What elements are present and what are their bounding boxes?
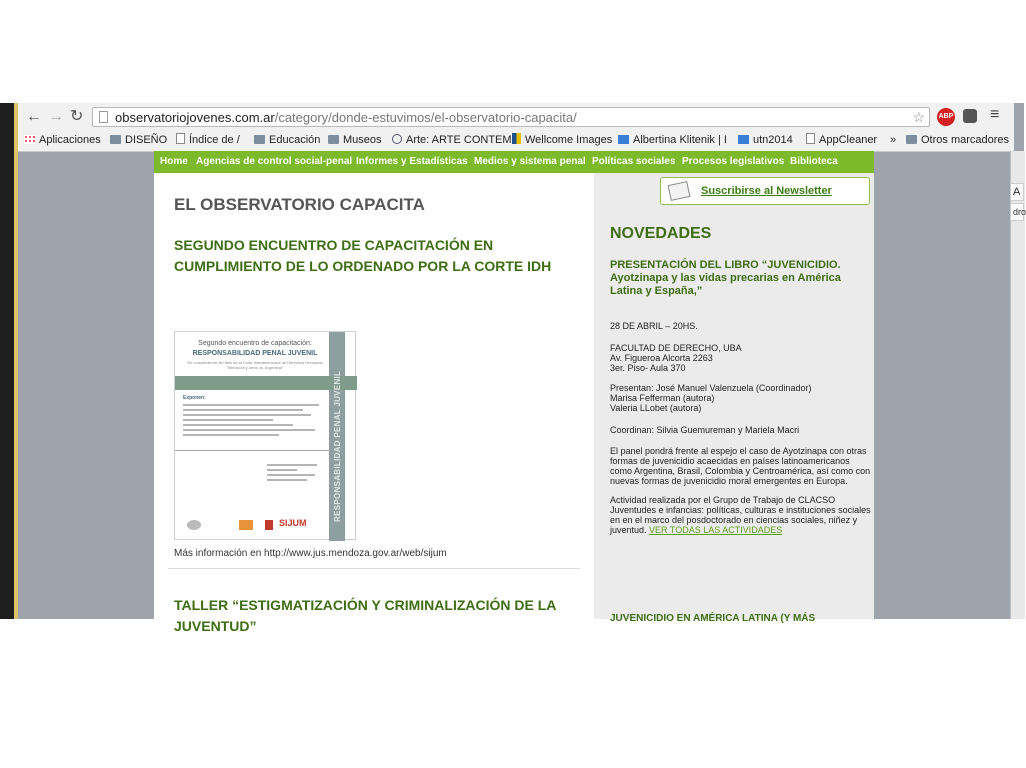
- news-item-title-next[interactable]: JUVENICIDIO EN AMÉRICA LATINA (Y MÁS: [610, 613, 816, 624]
- page-title: EL OBSERVATORIO CAPACITA: [174, 195, 425, 214]
- x-bookmark-icon: [618, 135, 629, 144]
- menu-icon[interactable]: ≡: [990, 106, 1000, 123]
- folder-icon: [254, 135, 265, 144]
- wellcome-icon: [512, 133, 521, 144]
- nav-informes[interactable]: Informes y Estadísticas: [356, 156, 468, 167]
- bookmark-otros[interactable]: Otros marcadores: [906, 133, 1009, 147]
- bookmarks-overflow[interactable]: »: [890, 134, 897, 146]
- bookmark-appcleaner[interactable]: AppCleaner: [806, 133, 877, 147]
- poster-divider: [175, 450, 329, 451]
- bookmark-arte[interactable]: Arte: ARTE CONTEM: [392, 133, 504, 147]
- bookmarks-bar: [18, 131, 1014, 151]
- folder-icon: [110, 135, 121, 144]
- nav-politicas[interactable]: Políticas sociales: [592, 156, 676, 167]
- adblock-icon[interactable]: ABP: [937, 108, 955, 126]
- logo-icon: [239, 520, 253, 530]
- post-title[interactable]: TALLER “ESTIGMATIZACIÓN Y CRIMINALIZACIÓN DE LA JUVENTUD”: [174, 597, 556, 634]
- poster-vertical-title: RESPONSABILIDAD PENAL JUVENIL: [333, 370, 342, 522]
- poster-subtitle: En cumplimiento del fallo de la Corte Interamericana de Derechos Humanos "Mendoza y otros vs. Argentina": [187, 360, 323, 370]
- globe-icon: [392, 134, 402, 144]
- nav-agencias[interactable]: Agencias de control social-penal: [196, 156, 353, 167]
- forward-arrow-icon[interactable]: →: [48, 108, 64, 125]
- nav-home[interactable]: Home: [160, 156, 188, 167]
- post-title[interactable]: SEGUNDO ENCUENTRO DE CAPACITACIÓN EN CUMPLIMIENTO DE LO ORDENADO POR LA CORTE IDH: [174, 237, 552, 274]
- poster-logos: [181, 518, 321, 532]
- nav-biblioteca[interactable]: Biblioteca: [790, 156, 838, 167]
- news-activity-text: Actividad realizada por el Grupo de Trabajo de CLACSO Juventudes e infancias: políticas, culturas e instituciones sociales en en el marco del posdoctorado en ciencias sociales, niñez y juventud. VER TODAS LAS ACTIVIDADES: [610, 495, 871, 535]
- page-icon: [806, 133, 815, 144]
- poster-title-main: RESPONSABILIDAD PENAL JUVENIL: [192, 350, 318, 357]
- divider: [168, 568, 580, 569]
- poster-speakers-label: Exponen:: [183, 395, 206, 401]
- website: [154, 151, 874, 634]
- logo-icon: [265, 520, 273, 530]
- news-panel-text: El panel pondrá frente al espejo el caso de Ayotzinapa con otras formas de juvenicidio acaecidas en países latinoamericanos como Argentina, Brasil, Colombia y Centroamérica, así como con nuevas formas de juvenicidio moral emergentes en Europa.: [610, 446, 871, 486]
- newsletter-icon: [668, 181, 691, 201]
- news-date: 28 DE ABRIL – 20HS.: [610, 321, 698, 331]
- news-item-title[interactable]: PRESENTACIÓN DEL LIBRO “JUVENICIDIO. Ayotzinapa y las vidas precarias en América Latina y España,”: [610, 259, 841, 297]
- reload-icon[interactable]: ↻: [70, 108, 84, 125]
- page-icon: [99, 111, 108, 123]
- news-venue: FACULTAD DE DERECHO, UBA Av. Figueroa Alcorta 2263 3er. Piso- Aula 370: [610, 343, 742, 373]
- nav-procesos[interactable]: Procesos legislativos: [682, 156, 785, 167]
- bookmark-indice[interactable]: Índice de /: [176, 133, 240, 147]
- page-icon: [176, 133, 185, 144]
- url-path: /category/donde-estuvimos/el-observatorio-capacita/: [274, 110, 577, 125]
- sijum-logo: SIJUM: [279, 518, 307, 528]
- browser-screenshot: [0, 103, 1026, 634]
- newsletter-box[interactable]: [660, 177, 870, 205]
- site-nav: [154, 151, 874, 173]
- main-content: [168, 173, 592, 634]
- bookmark-wellcome[interactable]: Wellcome Images: [512, 133, 612, 147]
- poster-date-lines: [267, 464, 323, 484]
- bookmark-utn2014[interactable]: utn2014: [738, 133, 793, 147]
- apps-grid-icon: [24, 135, 35, 144]
- right-window-strip: [1010, 151, 1025, 619]
- novedades-heading: NOVEDADES: [610, 225, 712, 242]
- bookmark-albertina[interactable]: Albertina Klitenik | I: [618, 133, 730, 147]
- bookmark-educacion[interactable]: Educación: [254, 133, 320, 147]
- address-bar[interactable]: [92, 107, 930, 127]
- poster-band: [175, 376, 357, 390]
- news-presenters: Presentan: José Manuel Valenzuela (Coordinador) Marisa Fefferman (autora) Valeria LLobet (autora): [610, 383, 812, 413]
- background-window-tab[interactable]: dro: [1010, 203, 1024, 221]
- poster-title: Segundo encuentro de capacitación:: [198, 340, 312, 347]
- more-info-text: Más información en http://www.jus.mendoza.gov.ar/web/sijum: [174, 548, 447, 559]
- left-window-accent: [14, 103, 18, 619]
- news-coordinators: Coordinan: Silvia Guemureman y Mariela Macri: [610, 425, 800, 435]
- left-window-edge: [0, 103, 14, 619]
- folder-icon: [906, 135, 917, 144]
- x-bookmark-icon: [738, 135, 749, 144]
- extension-icon[interactable]: [963, 109, 977, 123]
- bookmark-diseno[interactable]: DISEÑO: [110, 133, 167, 147]
- all-activities-link[interactable]: VER TODAS LAS ACTIVIDADES: [649, 525, 783, 535]
- event-poster-image[interactable]: [174, 331, 356, 540]
- bookmark-museos[interactable]: Museos: [328, 133, 382, 147]
- poster-text-lines: [183, 404, 323, 439]
- sidebar: [594, 173, 874, 624]
- background-window-tab[interactable]: A: [1010, 183, 1024, 201]
- bookmark-apps[interactable]: Aplicaciones: [24, 133, 101, 147]
- folder-icon: [328, 135, 339, 144]
- bookmark-star-icon[interactable]: ☆: [912, 109, 925, 125]
- seal-icon: [187, 520, 201, 530]
- nav-medios[interactable]: Medios y sistema penal: [474, 156, 586, 167]
- back-arrow-icon[interactable]: ←: [26, 108, 42, 125]
- url-text: [115, 110, 577, 126]
- newsletter-link[interactable]: Suscribirse al Newsletter: [701, 185, 832, 197]
- browser-chrome: [18, 103, 1014, 152]
- url-host: observatoriojovenes.com.ar: [115, 110, 275, 125]
